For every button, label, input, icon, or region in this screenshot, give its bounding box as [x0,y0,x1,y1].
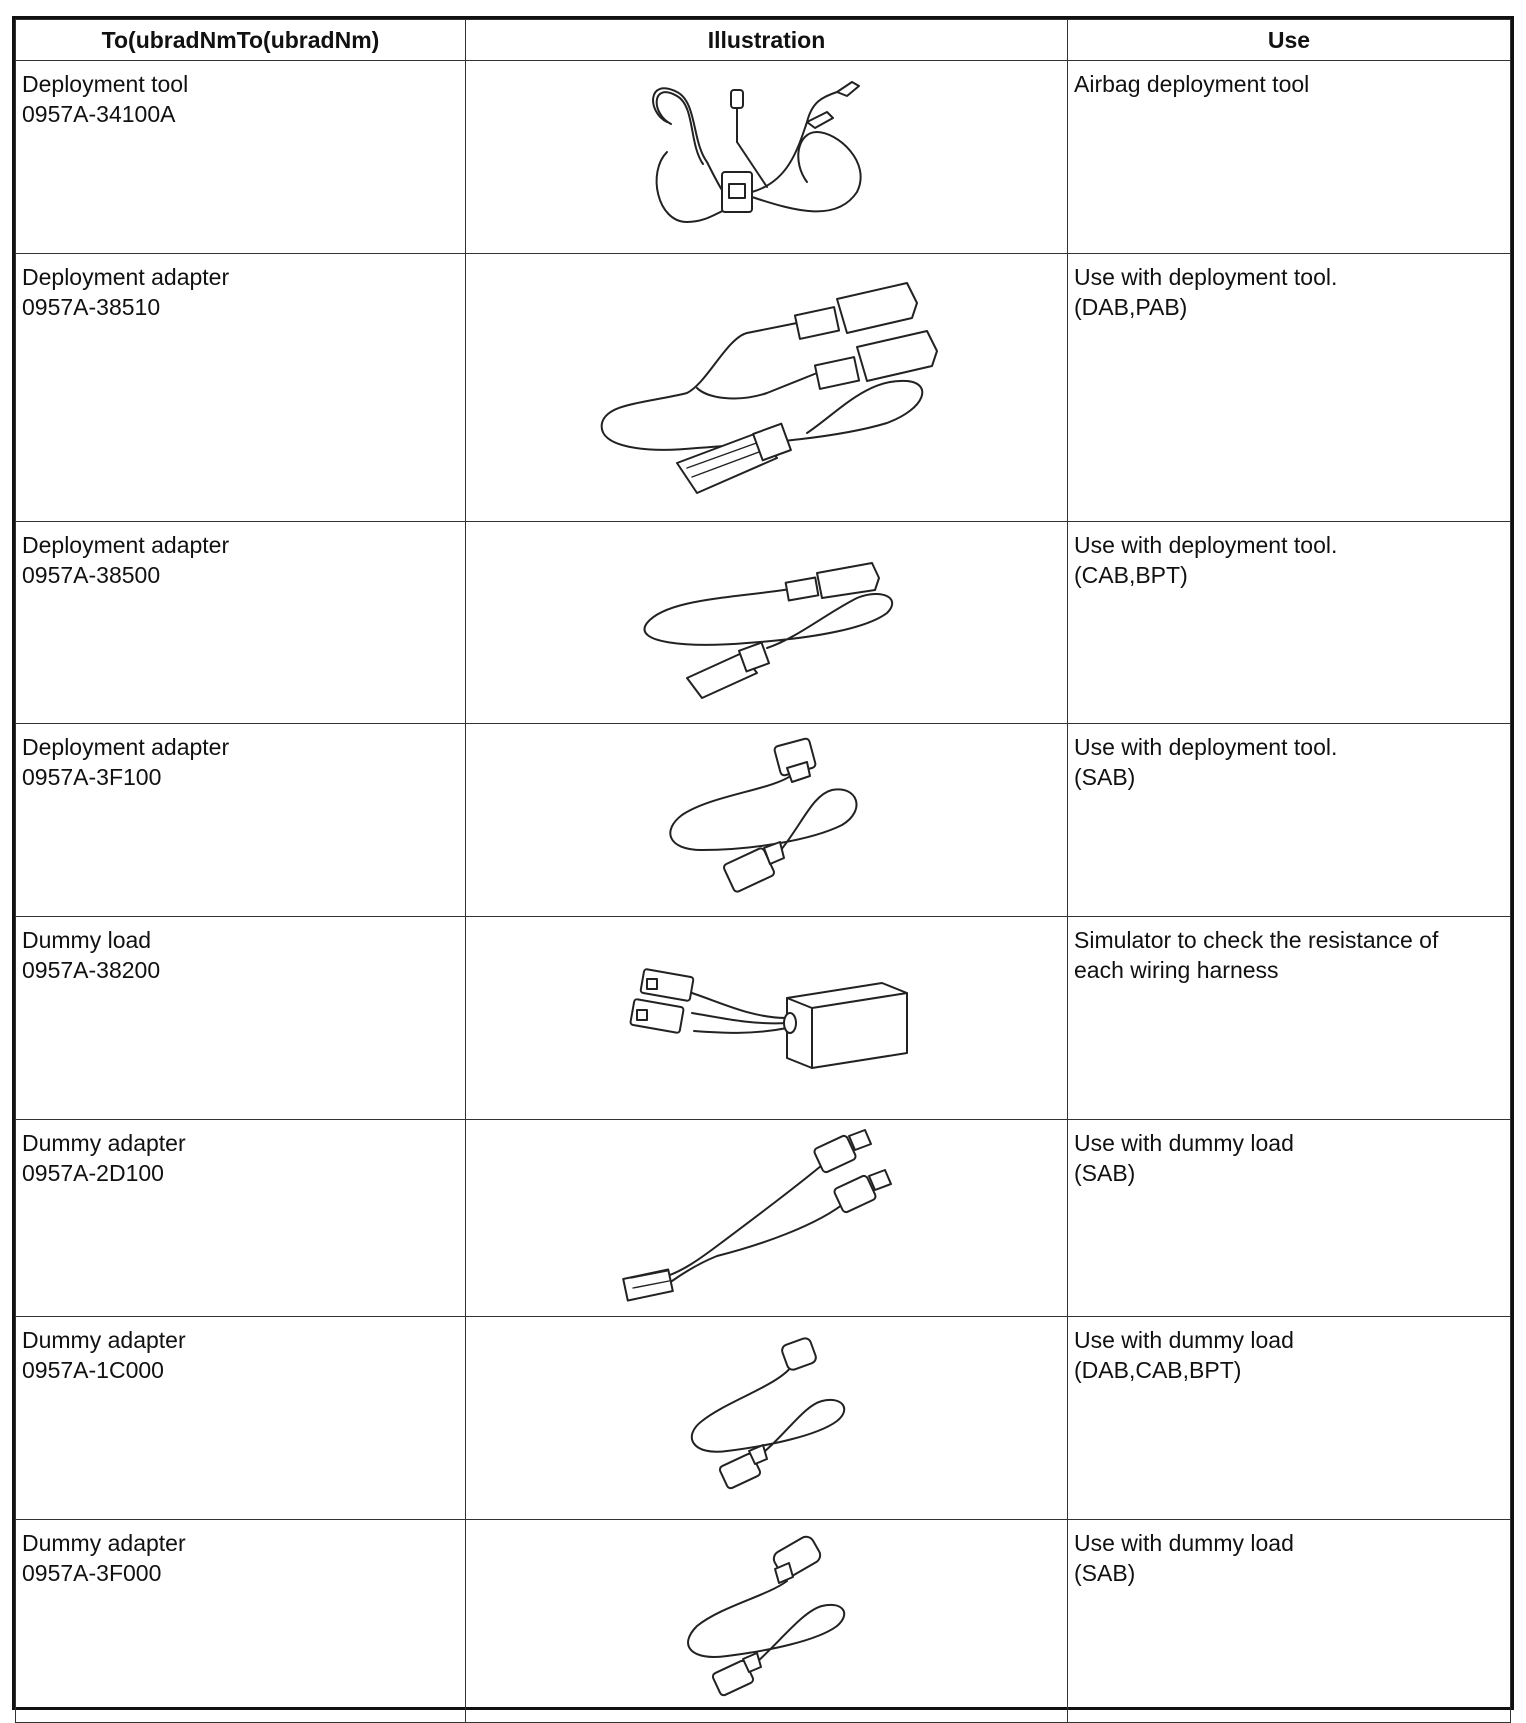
special-tools-table [15,19,1511,1723]
use-text: Simulator to check the resistance of [1074,927,1439,953]
use-cell [1068,254,1511,522]
tool-part-number: 0957A-3F100 [22,764,162,790]
use-cell [1068,1520,1511,1723]
table-row [16,1317,1511,1520]
header-use: Use [1068,20,1511,61]
table-row [16,1520,1511,1723]
tool-part-number: 0957A-1C000 [22,1357,164,1383]
tool-part-number: 0957A-2D100 [22,1160,164,1186]
y-harness-icon [617,1126,917,1311]
connector-adapter-icon [627,538,907,708]
use-text: (SAB) [1074,1560,1136,1586]
tool-part-number: 0957A-38510 [22,294,161,320]
use-text: (SAB) [1074,1160,1136,1186]
use-text: Use with deployment tool. [1074,264,1338,290]
use-text: Use with dummy load [1074,1530,1294,1556]
table-row [16,724,1511,917]
illustration-cell [466,1317,1068,1520]
dummy-load-box-icon [612,953,922,1083]
table-row [16,61,1511,254]
tool-name: Dummy load [22,927,152,953]
dual-connector-adapter-icon [587,263,947,513]
table-row [16,1120,1511,1317]
use-cell [1068,61,1511,254]
use-text: each wiring harness [1074,957,1279,983]
illustration-cell [466,1120,1068,1317]
use-text: Airbag deployment tool [1074,71,1310,97]
sab-adapter-icon [652,730,882,910]
tool-name: Deployment adapter [22,532,230,558]
illustration-cell [466,254,1068,522]
tool-name: Deployment adapter [22,734,230,760]
tool-part-number: 0957A-34100A [22,101,176,127]
table-row [16,254,1511,522]
use-text: Use with dummy load [1074,1327,1294,1353]
use-text: Use with deployment tool. [1074,532,1338,558]
tool-name: Deployment adapter [22,264,230,290]
tool-name: Dummy adapter [22,1530,186,1556]
illustration-cell [466,724,1068,917]
use-cell [1068,724,1511,917]
use-cell [1068,1120,1511,1317]
tool-cell [16,1520,466,1723]
tool-name: Dummy adapter [22,1327,186,1353]
tool-cell [16,917,466,1120]
use-cell [1068,1317,1511,1520]
use-text: Use with dummy load [1074,1130,1294,1156]
use-cell [1068,917,1511,1120]
tool-cell [16,724,466,917]
tool-part-number: 0957A-3F000 [22,1560,162,1586]
illustration-cell [466,61,1068,254]
tool-part-number: 0957A-38200 [22,957,161,983]
illustration-cell [466,522,1068,724]
use-text: (DAB,PAB) [1074,294,1188,320]
use-text: (CAB,BPT) [1074,562,1188,588]
use-cell [1068,522,1511,724]
use-text: (SAB) [1074,764,1136,790]
tool-name: Deployment tool [22,71,189,97]
tool-name: Dummy adapter [22,1130,186,1156]
header-tool: To(ubradNmTo(ubradNm) [16,20,466,61]
use-text: Use with deployment tool. [1074,734,1338,760]
special-tools-sheet [12,16,1514,1710]
small-adapter-icon [667,1331,867,1506]
tool-cell [16,61,466,254]
table-row [16,917,1511,1120]
table-header-row [16,20,1511,61]
tool-part-number: 0957A-38500 [22,562,161,588]
small-adapter-icon [667,1531,867,1711]
table-row [16,522,1511,724]
use-text: (DAB,CAB,BPT) [1074,1357,1242,1383]
illustration-cell [466,1520,1068,1723]
tool-cell [16,1317,466,1520]
tool-cell [16,522,466,724]
tool-cell [16,1120,466,1317]
tool-cell [16,254,466,522]
header-illustration: Illustration [466,20,1068,61]
illustration-cell [466,917,1068,1120]
deployment-tool-icon [637,72,897,242]
